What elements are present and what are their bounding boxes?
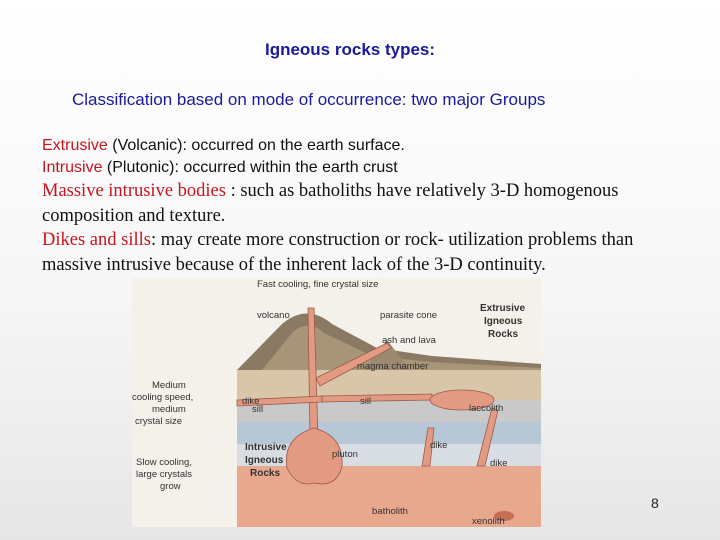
label-medium-3: medium [152,404,186,415]
stratum-lower [237,422,541,444]
igneous-rocks-diagram [132,278,541,527]
slide-subtitle: Classification based on mode of occurrence: two major Groups [72,90,546,109]
label-volcano: volcano [257,310,290,321]
label-medium-4: crystal size [135,416,182,427]
massive-description: : such as batholiths have relatively 3-D homogenous composition and texture. [42,181,619,226]
label-extrusive-1: Extrusive [480,303,526,314]
dikes-paragraph [42,228,682,277]
label-laccolith: laccolith [469,403,504,414]
extrusive-description: (Volcanic): occurred on the earth surface. [107,137,405,154]
label-sill-right: sill [360,396,372,407]
label-intrusive-3: Rocks [250,468,281,479]
label-dike-mid: dike [430,440,448,451]
label-slow-2: large crystals [136,469,192,480]
label-xenolith: xenolith [472,516,505,527]
intrusive-description: (Plutonic): occurred within the earth crust [102,159,398,176]
dikes-description: : may create more construction or rock- utilization problems than massive intrusive because of the inherent lack of the 3-D continuity. [42,230,634,275]
label-slow-1: Slow cooling, [136,457,192,468]
label-sill-left: sill [252,404,264,415]
label-medium-2: cooling speed, [132,392,194,403]
slide-title: Igneous rocks types: [264,40,436,59]
massive-term: Massive intrusive bodies [42,181,226,201]
label-pluton: pluton [332,449,358,460]
label-ash-lava: ash and lava [382,335,436,346]
label-dike-left: dike [242,396,260,407]
label-batholith: batholith [372,506,408,517]
page-number: 8 [651,495,659,511]
label-parasite-cone: parasite cone [380,310,438,321]
label-intrusive-2: Igneous [245,455,284,466]
extrusive-term: Extrusive [42,137,108,154]
label-extrusive-2: Igneous [484,316,523,327]
massive-paragraph [42,179,682,228]
dikes-term: Dikes and sills [42,230,151,250]
igneous-rocks-diagram-svg [132,278,541,527]
intrusive-line [42,159,398,177]
label-magma-chamber: magma chamber [357,361,429,372]
label-extrusive-3: Rocks [488,329,519,340]
label-medium-1: Medium [152,380,186,391]
extrusive-line [42,137,405,155]
label-intrusive-1: Intrusive [245,442,287,453]
intrusive-term: Intrusive [42,159,103,176]
label-slow-3: grow [160,481,181,492]
label-dike-right: dike [490,458,508,469]
label-fast-cooling: Fast cooling, fine crystal size [257,279,379,290]
body-paragraphs [42,179,682,277]
